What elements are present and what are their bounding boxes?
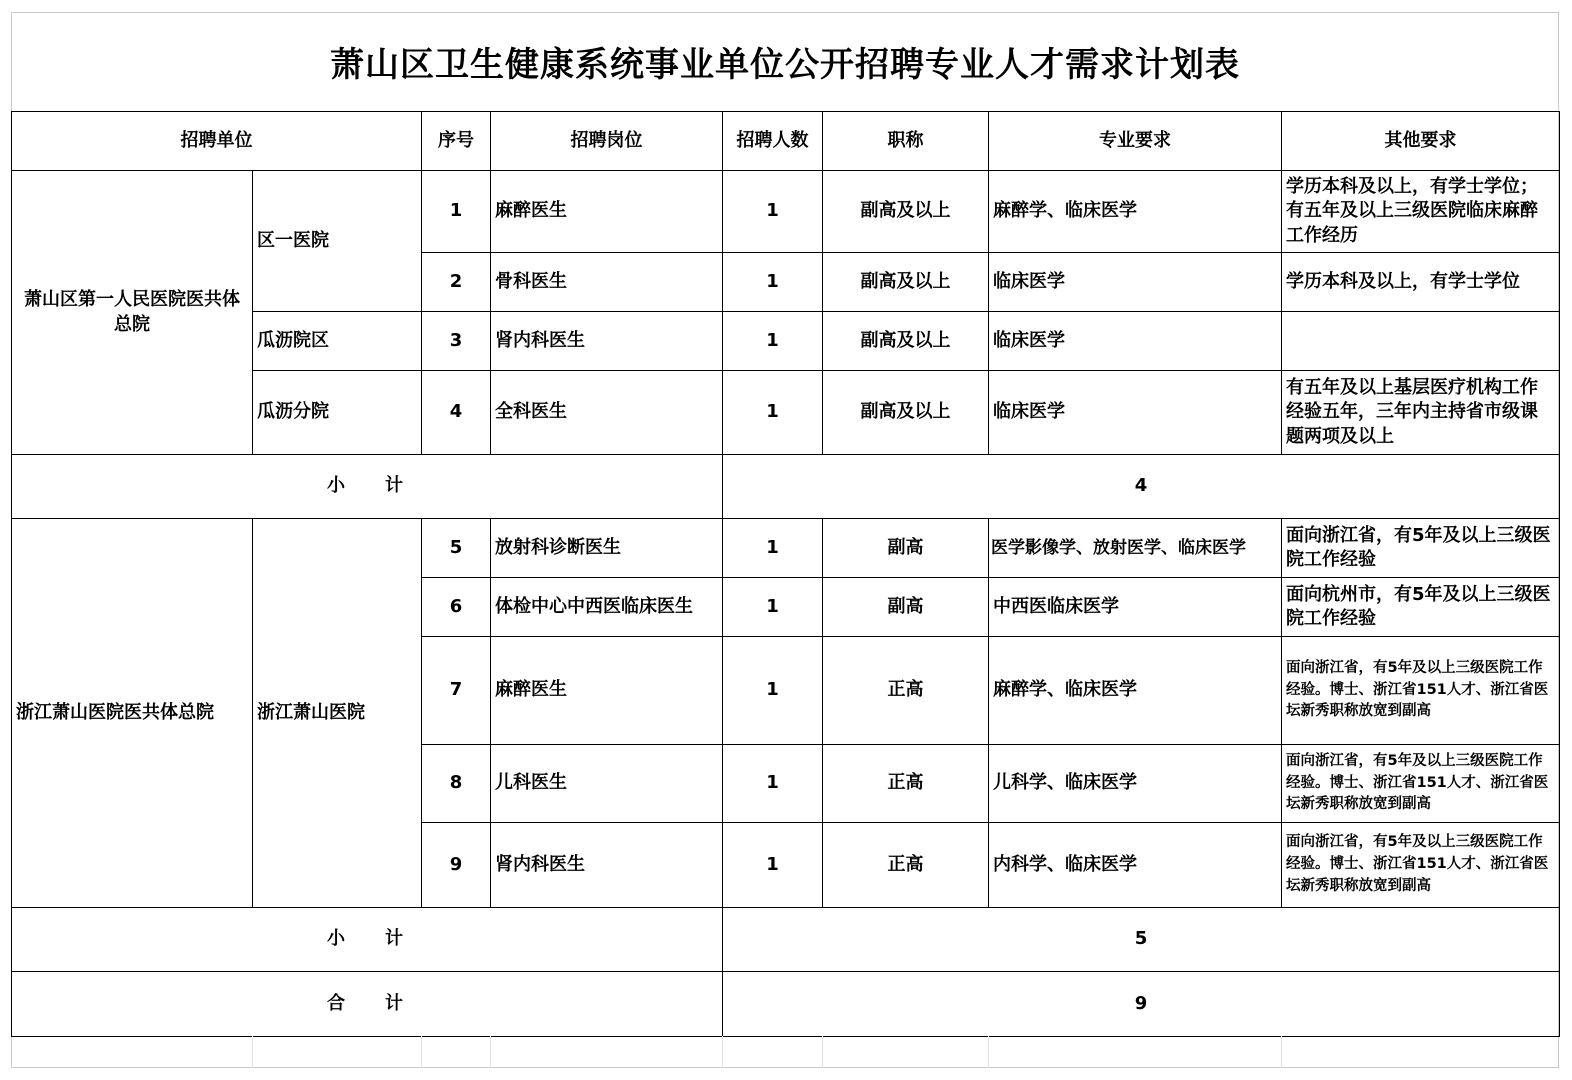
major-cell: 临床医学	[989, 371, 1282, 455]
seq-cell: 3	[422, 312, 491, 371]
seq-cell: 9	[422, 823, 491, 908]
header-rank: 职称	[823, 112, 989, 171]
group2-name: 浙江萧山医院医共体总院	[12, 519, 253, 908]
total-label: 合计	[12, 972, 723, 1037]
header-post: 招聘岗位	[491, 112, 723, 171]
subtotal-row	[12, 908, 1560, 972]
post-cell: 肾内科医生	[491, 312, 723, 371]
count-cell: 1	[723, 637, 823, 745]
count-cell: 1	[723, 253, 823, 312]
other-cell: 学历本科及以上，有学士学位	[1282, 253, 1560, 312]
total-row	[12, 972, 1560, 1037]
major-cell: 临床医学	[989, 312, 1282, 371]
seq-cell: 6	[422, 578, 491, 637]
seq-cell: 7	[422, 637, 491, 745]
major-cell: 中西医临床医学	[989, 578, 1282, 637]
subunit-3: 瓜沥分院	[253, 371, 422, 455]
count-cell: 1	[723, 171, 823, 253]
subtotal-value: 5	[723, 908, 1560, 972]
rank-cell: 正高	[823, 745, 989, 823]
subtotal-label: 小计	[12, 908, 723, 972]
header-major: 专业要求	[989, 112, 1282, 171]
recruitment-table	[11, 111, 1560, 1037]
rank-cell: 正高	[823, 823, 989, 908]
subtotal-value: 4	[723, 455, 1560, 519]
count-cell: 1	[723, 823, 823, 908]
post-cell: 肾内科医生	[491, 823, 723, 908]
count-cell: 1	[723, 312, 823, 371]
seq-cell: 4	[422, 371, 491, 455]
count-cell: 1	[723, 745, 823, 823]
header-other: 其他要求	[1282, 112, 1560, 171]
empty-grid-row	[11, 1036, 1559, 1068]
count-cell: 1	[723, 371, 823, 455]
total-value: 9	[723, 972, 1560, 1037]
major-cell: 麻醉学、临床医学	[989, 171, 1282, 253]
header-unit: 招聘单位	[12, 112, 422, 171]
post-cell: 体检中心中西医临床医生	[491, 578, 723, 637]
group1-name: 萧山区第一人民医院医共体总院	[12, 171, 253, 455]
major-cell: 医学影像学、放射医学、临床医学	[989, 519, 1282, 578]
count-cell: 1	[723, 578, 823, 637]
post-cell: 麻醉医生	[491, 171, 723, 253]
count-cell: 1	[723, 519, 823, 578]
post-cell: 骨科医生	[491, 253, 723, 312]
post-cell: 儿科医生	[491, 745, 723, 823]
other-cell: 面向杭州市，有5年及以上三级医院工作经验	[1282, 578, 1560, 637]
table-row	[12, 171, 1560, 253]
other-cell: 面向浙江省，有5年及以上三级医院工作经验	[1282, 519, 1560, 578]
other-cell: 面向浙江省，有5年及以上三级医院工作经验。博士、浙江省151人才、浙江省医坛新秀职称放宽到副高	[1282, 823, 1560, 908]
spreadsheet-sheet	[11, 12, 1559, 1068]
other-cell: 面向浙江省，有5年及以上三级医院工作经验。博士、浙江省151人才、浙江省医坛新秀职称放宽到副高	[1282, 637, 1560, 745]
other-cell: 学历本科及以上，有学士学位；有五年及以上三级医院临床麻醉工作经历	[1282, 171, 1560, 253]
seq-cell: 5	[422, 519, 491, 578]
subunit-1: 区一医院	[253, 171, 422, 312]
major-cell: 临床医学	[989, 253, 1282, 312]
table-row	[12, 519, 1560, 578]
rank-cell: 副高及以上	[823, 253, 989, 312]
subtotal-label: 小计	[12, 455, 723, 519]
header-row	[12, 112, 1560, 171]
page-title: 萧山区卫生健康系统事业单位公开招聘专业人才需求计划表	[330, 44, 1240, 85]
seq-cell: 2	[422, 253, 491, 312]
rank-cell: 副高及以上	[823, 312, 989, 371]
major-cell: 内科学、临床医学	[989, 823, 1282, 908]
other-cell	[1282, 312, 1560, 371]
major-cell: 麻醉学、临床医学	[989, 637, 1282, 745]
other-cell: 有五年及以上基层医疗机构工作经验五年，三年内主持省市级课题两项及以上	[1282, 371, 1560, 455]
rank-cell: 副高	[823, 578, 989, 637]
seq-cell: 8	[422, 745, 491, 823]
rank-cell: 副高及以上	[823, 371, 989, 455]
header-seq: 序号	[422, 112, 491, 171]
seq-cell: 1	[422, 171, 491, 253]
header-count: 招聘人数	[723, 112, 823, 171]
other-cell: 面向浙江省，有5年及以上三级医院工作经验。博士、浙江省151人才、浙江省医坛新秀职称放宽到副高	[1282, 745, 1560, 823]
rank-cell: 副高	[823, 519, 989, 578]
rank-cell: 正高	[823, 637, 989, 745]
post-cell: 放射科诊断医生	[491, 519, 723, 578]
post-cell: 全科医生	[491, 371, 723, 455]
subtotal-row	[12, 455, 1560, 519]
rank-cell: 副高及以上	[823, 171, 989, 253]
post-cell: 麻醉医生	[491, 637, 723, 745]
major-cell: 儿科学、临床医学	[989, 745, 1282, 823]
subunit-2: 瓜沥院区	[253, 312, 422, 371]
subunit-zhejiang: 浙江萧山医院	[253, 519, 422, 908]
